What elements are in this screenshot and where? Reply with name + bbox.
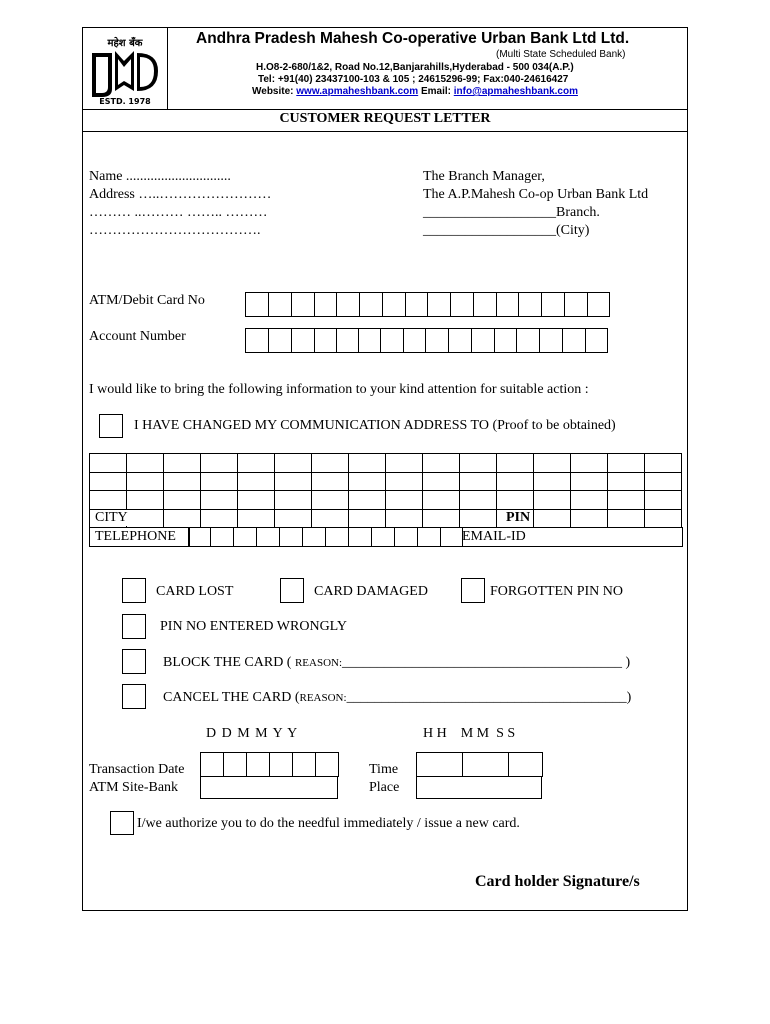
sender-address-line[interactable]: Address …..……………………: [89, 187, 272, 202]
address-grid-cell[interactable]: [422, 490, 460, 510]
address-grid-cell[interactable]: [274, 509, 312, 529]
pin-wrong-checkbox[interactable]: [122, 614, 146, 639]
address-grid-cell[interactable]: [311, 472, 349, 492]
card-lost-checkbox[interactable]: [122, 578, 146, 603]
logo-text-top: महेश बँक: [107, 38, 143, 49]
sender-address-line-3[interactable]: ……… ..……… …….. ………: [89, 205, 268, 220]
title-divider: [82, 131, 688, 132]
block-card-checkbox[interactable]: [122, 649, 146, 674]
address-grid-cell[interactable]: [607, 472, 645, 492]
address-change-label: I HAVE CHANGED MY COMMUNICATION ADDRESS TO (Proof to be obtained): [134, 418, 616, 433]
card-lost-label: CARD LOST: [156, 584, 234, 599]
website-link[interactable]: www.apmaheshbank.com: [296, 86, 419, 97]
time-digit-cell[interactable]: [462, 752, 509, 777]
address-grid-cell[interactable]: [163, 509, 201, 529]
city-label: CITY: [95, 510, 132, 526]
address-grid-cell[interactable]: [459, 472, 497, 492]
address-grid-cell[interactable]: [607, 490, 645, 510]
website-label: Website:: [252, 86, 294, 97]
address-grid-cell[interactable]: [348, 472, 386, 492]
account-digit-cell[interactable]: [471, 328, 495, 353]
address-grid-cell[interactable]: [422, 509, 460, 529]
telephone-row-cell[interactable]: [348, 527, 372, 547]
atm-digit-cell[interactable]: [245, 292, 269, 317]
place-label: Place: [369, 780, 400, 795]
telephone-row-cell[interactable]: [394, 527, 418, 547]
atm-digit-cell[interactable]: [427, 292, 451, 317]
date-digit-cell[interactable]: [315, 752, 339, 777]
address-grid-cell[interactable]: [385, 509, 423, 529]
address-grid-cell[interactable]: [237, 509, 275, 529]
recipient-city-line[interactable]: ___________________(City): [423, 223, 590, 238]
telephone-row-cell[interactable]: [440, 527, 463, 547]
bank-address: H.O8-2-680/1&2, Road No.12,Banjarahills,Hyderabad - 500 034(A.P.): [256, 62, 574, 73]
address-change-checkbox[interactable]: [99, 414, 123, 438]
address-grid-cell[interactable]: [200, 509, 238, 529]
date-digit-cell[interactable]: [223, 752, 247, 777]
address-grid-cell[interactable]: [348, 453, 386, 473]
account-digit-cell[interactable]: [494, 328, 517, 353]
cancel-reason-field[interactable]: ________________________________________): [346, 690, 632, 705]
block-reason-field[interactable]: ________________________________________ ): [342, 655, 631, 670]
address-grid-cell[interactable]: [607, 509, 645, 529]
time-digit-cell[interactable]: [508, 752, 543, 777]
atm-digit-cell[interactable]: [473, 292, 497, 317]
time-label: Time: [369, 762, 399, 777]
date-digit-cell[interactable]: [246, 752, 270, 777]
account-digit-cell[interactable]: [425, 328, 449, 353]
atm-digit-cell[interactable]: [518, 292, 542, 317]
address-grid-cell[interactable]: [385, 490, 423, 510]
atm-site-label: ATM Site-Bank: [89, 780, 179, 795]
bank-name: Andhra Pradesh Mahesh Co-operative Urban Bank Ltd Ltd.: [196, 30, 630, 47]
address-grid-cell[interactable]: [570, 453, 608, 473]
telephone-row-cell[interactable]: [302, 527, 326, 547]
address-grid-cell[interactable]: [644, 509, 682, 529]
telephone-row-cell[interactable]: [256, 527, 280, 547]
account-digit-cell[interactable]: [585, 328, 608, 353]
account-digit-cell[interactable]: [245, 328, 269, 353]
address-grid-cell[interactable]: [274, 490, 312, 510]
telephone-label: TELEPHONE: [95, 529, 176, 544]
address-grid-cell[interactable]: [89, 453, 127, 473]
address-grid-cell[interactable]: [496, 490, 534, 510]
account-digit-cell[interactable]: [336, 328, 359, 353]
atm-digit-cell[interactable]: [268, 292, 292, 317]
intro-text: I would like to bring the following information to your kind attention for suitable action :: [89, 382, 589, 397]
telephone-row-cell[interactable]: [233, 527, 257, 547]
account-digit-cell[interactable]: [268, 328, 292, 353]
address-grid-cell[interactable]: [570, 490, 608, 510]
atm-digit-cell[interactable]: [541, 292, 565, 317]
address-grid-cell[interactable]: [348, 490, 386, 510]
telephone-row-cell[interactable]: [325, 527, 349, 547]
address-grid-cell[interactable]: [570, 472, 608, 492]
atm-digit-cell[interactable]: [314, 292, 337, 317]
telephone-row-cell[interactable]: [210, 527, 234, 547]
address-grid-cell[interactable]: [459, 509, 497, 529]
address-grid-cell[interactable]: [126, 509, 164, 529]
address-grid-cell[interactable]: [459, 490, 497, 510]
address-grid-cell[interactable]: [496, 472, 534, 492]
address-grid-cell[interactable]: [496, 453, 534, 473]
bank-subtitle: (Multi State Scheduled Bank): [496, 49, 626, 60]
address-grid-cell[interactable]: [274, 472, 312, 492]
logo-estd: ESTD. 1978: [99, 97, 151, 106]
address-grid-cell[interactable]: [126, 453, 164, 473]
atm-digit-cell[interactable]: [564, 292, 588, 317]
signature-label: Card holder Signature/s: [475, 873, 640, 890]
cancel-card-checkbox[interactable]: [122, 684, 146, 709]
address-grid-cell[interactable]: [126, 472, 164, 492]
header-divider: [82, 109, 688, 110]
account-number-label: Account Number: [89, 329, 186, 344]
recipient-branch-line[interactable]: ___________________Branch.: [423, 205, 600, 220]
account-digit-cell[interactable]: [562, 328, 586, 353]
cancel-reason-label: REASON:: [299, 692, 347, 704]
time-format-label: H H M M S S: [423, 726, 516, 741]
email-link[interactable]: info@apmaheshbank.com: [453, 86, 578, 97]
address-grid-cell[interactable]: [533, 490, 571, 510]
sender-name-line[interactable]: Name ..............................: [89, 169, 231, 184]
bank-web-line: [252, 86, 578, 97]
atm-digit-cell[interactable]: [450, 292, 474, 317]
address-grid-cell[interactable]: [385, 472, 423, 492]
account-digit-cell[interactable]: [539, 328, 563, 353]
address-grid-cell[interactable]: [644, 472, 682, 492]
telephone-row-cell[interactable]: [417, 527, 441, 547]
forgotten-pin-label: FORGOTTEN PIN NO: [490, 584, 623, 599]
address-grid-cell[interactable]: [163, 453, 201, 473]
address-grid-cell[interactable]: [533, 472, 571, 492]
address-grid-cell[interactable]: [459, 453, 497, 473]
bank-logo: [82, 27, 168, 109]
email-id-label: EMAIL-ID: [462, 529, 526, 544]
address-grid-cell[interactable]: [311, 490, 349, 510]
email-label: Email:: [420, 86, 451, 97]
authorize-checkbox[interactable]: [110, 811, 134, 835]
pin-wrong-label: PIN NO ENTERED WRONGLY: [160, 619, 347, 634]
address-grid-cell[interactable]: [422, 453, 460, 473]
atm-digit-cell[interactable]: [587, 292, 610, 317]
address-grid-cell[interactable]: [533, 509, 571, 529]
pin-label: PIN: [506, 510, 531, 525]
atm-card-label: ATM/Debit Card No: [89, 293, 205, 308]
address-grid-cell[interactable]: [533, 453, 571, 473]
bank-tel: Tel: +91(40) 23437100-103 & 105 ; 24615296-99; Fax:040-24616427: [258, 74, 569, 85]
date-format-label: D D M M Y Y: [206, 726, 298, 741]
atm-digit-cell[interactable]: [405, 292, 428, 317]
block-card-line: [163, 655, 630, 671]
account-digit-cell[interactable]: [516, 328, 540, 353]
date-digit-cell[interactable]: [200, 752, 224, 777]
form-title: CUSTOMER REQUEST LETTER: [279, 111, 491, 126]
recipient-line-1: The Branch Manager,: [423, 169, 545, 184]
atm-digit-cell[interactable]: [291, 292, 315, 317]
account-digit-cell[interactable]: [380, 328, 404, 353]
address-grid-cell[interactable]: [385, 453, 423, 473]
address-grid-cell[interactable]: [237, 472, 275, 492]
address-grid-cell[interactable]: [348, 509, 386, 529]
address-grid-cell[interactable]: [89, 472, 127, 492]
address-grid-cell[interactable]: [607, 453, 645, 473]
address-grid-cell[interactable]: [311, 509, 349, 529]
account-digit-cell[interactable]: [448, 328, 472, 353]
address-grid-cell[interactable]: [422, 472, 460, 492]
telephone-row-cell[interactable]: [371, 527, 395, 547]
transaction-date-label: Transaction Date: [89, 762, 185, 777]
forgotten-pin-checkbox[interactable]: [461, 578, 485, 603]
place-field[interactable]: [416, 776, 542, 799]
logo-box: [82, 27, 168, 109]
cancel-card-line: [163, 690, 631, 706]
address-grid-cell[interactable]: [200, 453, 238, 473]
telephone-row-cell[interactable]: [279, 527, 303, 547]
account-digit-cell[interactable]: [314, 328, 337, 353]
address-grid-cell[interactable]: [200, 472, 238, 492]
address-grid-cell[interactable]: [200, 490, 238, 510]
address-grid-cell[interactable]: [274, 453, 312, 473]
atm-digit-cell[interactable]: [336, 292, 360, 317]
date-digit-cell[interactable]: [292, 752, 316, 777]
block-card-label: BLOCK THE CARD (: [163, 655, 295, 670]
date-digit-cell[interactable]: [269, 752, 293, 777]
address-grid-cell[interactable]: [163, 472, 201, 492]
account-digit-cell[interactable]: [403, 328, 426, 353]
atm-site-field[interactable]: [200, 776, 338, 799]
recipient-line-2: The A.P.Mahesh Co-op Urban Bank Ltd: [423, 187, 649, 202]
address-grid-cell[interactable]: [237, 490, 275, 510]
card-damaged-checkbox[interactable]: [280, 578, 304, 603]
address-grid-cell[interactable]: [311, 453, 349, 473]
atm-digit-cell[interactable]: [496, 292, 519, 317]
atm-digit-cell[interactable]: [359, 292, 383, 317]
address-grid-cell[interactable]: [89, 490, 127, 510]
card-damaged-label: CARD DAMAGED: [314, 584, 428, 599]
address-grid-cell[interactable]: [644, 490, 682, 510]
time-digit-cell[interactable]: [416, 752, 463, 777]
block-reason-label: REASON:: [294, 657, 343, 669]
account-digit-cell[interactable]: [358, 328, 381, 353]
account-digit-cell[interactable]: [291, 328, 315, 353]
authorize-text: I/we authorize you to do the needful immediately / issue a new card.: [137, 816, 520, 831]
address-grid-cell[interactable]: [163, 490, 201, 510]
address-grid-cell[interactable]: [570, 509, 608, 529]
address-grid-cell[interactable]: [126, 490, 164, 510]
atm-digit-cell[interactable]: [382, 292, 406, 317]
sender-address-line-4[interactable]: ……………………………….: [89, 223, 261, 238]
address-grid-cell[interactable]: [644, 453, 682, 473]
telephone-row-cell[interactable]: [188, 527, 211, 547]
address-grid-cell[interactable]: [237, 453, 275, 473]
cancel-card-label: CANCEL THE CARD (: [163, 690, 300, 705]
